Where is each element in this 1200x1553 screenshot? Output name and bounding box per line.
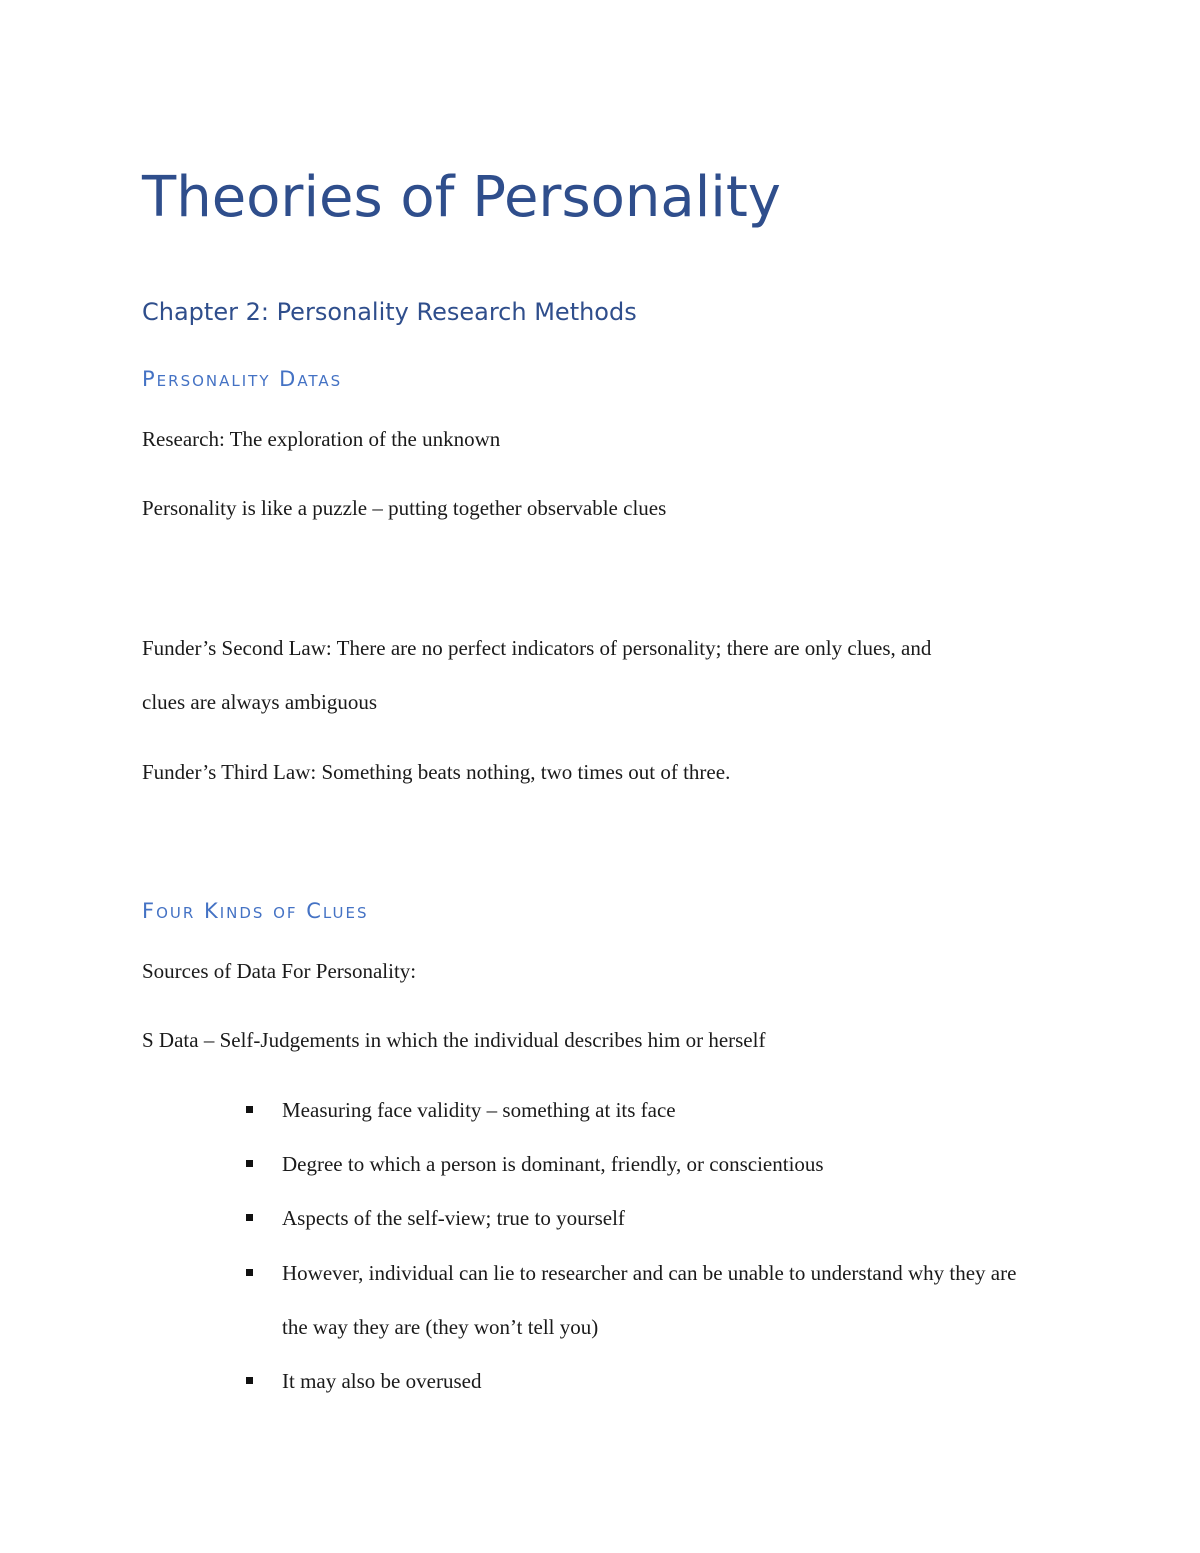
list-item-text: It may also be overused [282,1369,482,1393]
paragraph-sources: Sources of Data For Personality: [142,959,417,983]
paragraph-second-law-cont: clues are always ambiguous [142,690,378,714]
list-item-text: However, individual can lie to researcher and can be unable to understand why they are the way they are (they won’t tell you) [282,1261,1017,1339]
document-title: Theories of Personality [142,165,781,230]
paragraph-s-data: S Data – Self-Judgements in which the individual describes him or herself [142,1028,766,1052]
section-heading-four-kinds: Four Kinds of Clues [142,899,369,923]
bullet-square-icon [246,1377,253,1384]
paragraph-second-law: Funder’s Second Law: There are no perfect indicators of personality; there are only clues, and [142,636,932,660]
chapter-heading: Chapter 2: Personality Research Methods [142,298,637,326]
section-heading-personality-datas: Personality Datas [142,367,343,391]
paragraph-research: Research: The exploration of the unknown [142,427,501,451]
bullet-square-icon [246,1269,253,1276]
list-item-text: Measuring face validity – something at its face [282,1098,676,1122]
list-item-text: Degree to which a person is dominant, friendly, or conscientious [282,1152,824,1176]
paragraph-third-law: Funder’s Third Law: Something beats nothing, two times out of three. [142,760,731,784]
bullet-square-icon [246,1214,253,1221]
bullet-square-icon [246,1160,253,1167]
paragraph-puzzle: Personality is like a puzzle – putting together observable clues [142,496,667,520]
bullet-square-icon [246,1106,253,1113]
list-item-text: Aspects of the self-view; true to yourself [282,1206,625,1230]
